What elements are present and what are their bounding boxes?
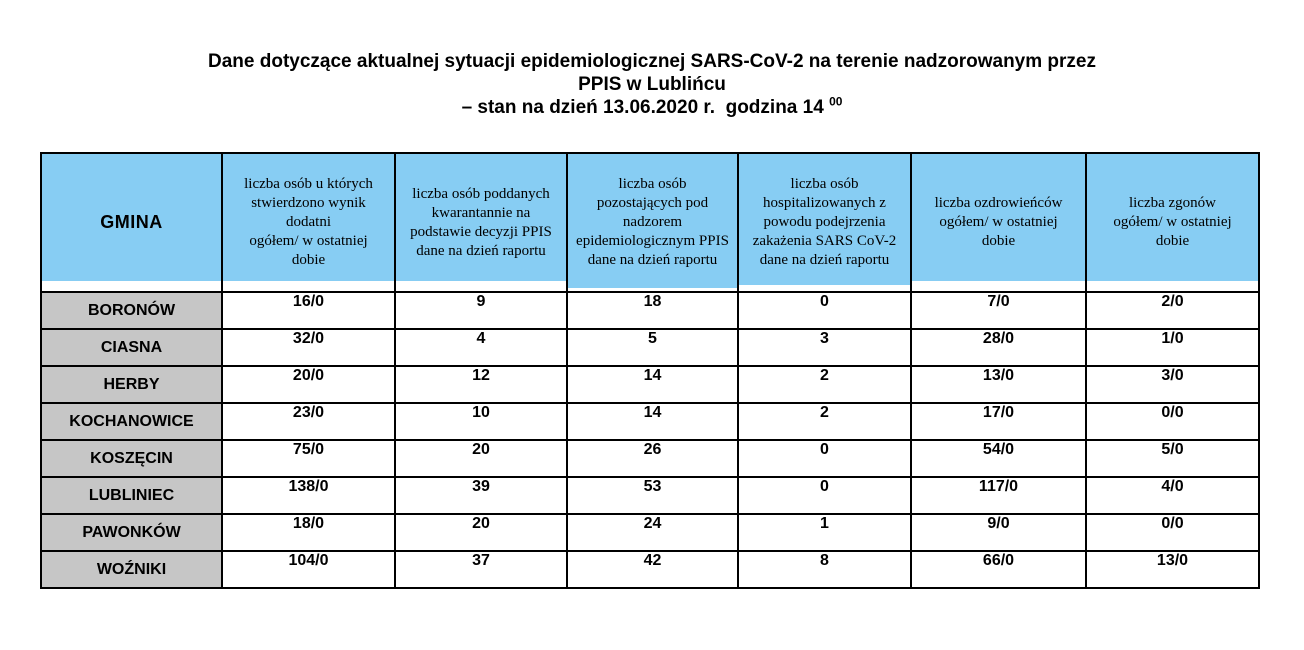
- cell-recovered: 17/0: [911, 403, 1086, 440]
- cell-quarantine: 20: [395, 514, 567, 551]
- cell-hospitalized: 2: [738, 366, 911, 403]
- cell-surveillance: 53: [567, 477, 738, 514]
- table-row-ciasna: [41, 329, 1259, 366]
- column-header-quarantine: liczba osób poddanych kwarantannie na podstawie decyzji PPIS dane na dzień raportu: [395, 153, 567, 292]
- table-row-pawonkow: [41, 514, 1259, 551]
- cell-positive: 23/0: [222, 403, 395, 440]
- cell-recovered: 28/0: [911, 329, 1086, 366]
- cell-hospitalized: 0: [738, 477, 911, 514]
- cell-recovered: 9/0: [911, 514, 1086, 551]
- cell-quarantine: 10: [395, 403, 567, 440]
- cell-recovered: 54/0: [911, 440, 1086, 477]
- cell-quarantine: 39: [395, 477, 567, 514]
- cell-positive: 138/0: [222, 477, 395, 514]
- row-label: KOSZĘCIN: [41, 440, 222, 477]
- cell-positive: 104/0: [222, 551, 395, 588]
- header-row: [41, 153, 1259, 292]
- table-row-kochanowice: [41, 403, 1259, 440]
- row-label: PAWONKÓW: [41, 514, 222, 551]
- cell-recovered: 66/0: [911, 551, 1086, 588]
- cell-hospitalized: 2: [738, 403, 911, 440]
- cell-recovered: 7/0: [911, 292, 1086, 329]
- cell-hospitalized: 0: [738, 292, 911, 329]
- row-label: KOCHANOWICE: [41, 403, 222, 440]
- cell-deaths: 1/0: [1086, 329, 1259, 366]
- cell-deaths: 13/0: [1086, 551, 1259, 588]
- cell-surveillance: 18: [567, 292, 738, 329]
- row-label: CIASNA: [41, 329, 222, 366]
- cell-quarantine: 9: [395, 292, 567, 329]
- table-row-boronow: [41, 292, 1259, 329]
- row-label: BORONÓW: [41, 292, 222, 329]
- title-date-text: – stan na dzień 13.06.2020 r. godzina 14: [461, 97, 830, 118]
- row-label: WOŹNIKI: [41, 551, 222, 588]
- cell-surveillance: 42: [567, 551, 738, 588]
- row-label: HERBY: [41, 366, 222, 403]
- cell-surveillance: 5: [567, 329, 738, 366]
- title-line-2: PPIS w Lublińcu: [578, 74, 726, 95]
- table-row-herby: [41, 366, 1259, 403]
- cell-positive: 32/0: [222, 329, 395, 366]
- title-line-3: [0, 96, 1304, 119]
- cell-hospitalized: 3: [738, 329, 911, 366]
- cell-deaths: 0/0: [1086, 403, 1259, 440]
- cell-surveillance: 14: [567, 366, 738, 403]
- cell-quarantine: 4: [395, 329, 567, 366]
- cell-deaths: 3/0: [1086, 366, 1259, 403]
- title-hour-superscript: 00: [829, 94, 843, 109]
- cell-positive: 20/0: [222, 366, 395, 403]
- page-title: [0, 50, 1304, 119]
- table-row-wozniki: [41, 551, 1259, 588]
- cell-surveillance: 14: [567, 403, 738, 440]
- column-header-gmina: GMINA: [41, 153, 222, 292]
- cell-recovered: 13/0: [911, 366, 1086, 403]
- column-header-positive-cases: liczba osób u których stwierdzono wynik dodatni ogółem/ w ostatniej dobie: [222, 153, 395, 292]
- column-header-surveillance: liczba osób pozostających pod nadzorem epidemiologicznym PPIS dane na dzień raportu: [567, 153, 738, 292]
- cell-deaths: 2/0: [1086, 292, 1259, 329]
- cell-positive: 16/0: [222, 292, 395, 329]
- cell-hospitalized: 8: [738, 551, 911, 588]
- cell-positive: 18/0: [222, 514, 395, 551]
- column-header-recovered: liczba ozdrowieńców ogółem/ w ostatniej dobie: [911, 153, 1086, 292]
- table-row-lubliniec: [41, 477, 1259, 514]
- column-header-hospitalized: liczba osób hospitalizowanych z powodu podejrzenia zakażenia SARS CoV-2 dane na dzień raportu: [738, 153, 911, 292]
- cell-quarantine: 37: [395, 551, 567, 588]
- cell-quarantine: 20: [395, 440, 567, 477]
- cell-hospitalized: 0: [738, 440, 911, 477]
- column-header-deaths: liczba zgonów ogółem/ w ostatniej dobie: [1086, 153, 1259, 292]
- cell-surveillance: 26: [567, 440, 738, 477]
- cell-deaths: 5/0: [1086, 440, 1259, 477]
- epidemic-data-table: [40, 152, 1260, 589]
- table-row-koszecin: [41, 440, 1259, 477]
- cell-surveillance: 24: [567, 514, 738, 551]
- title-line-1: Dane dotyczące aktualnej sytuacji epidemiologicznej SARS-CoV-2 na terenie nadzorowanym przez: [208, 51, 1096, 72]
- cell-recovered: 117/0: [911, 477, 1086, 514]
- cell-deaths: 4/0: [1086, 477, 1259, 514]
- cell-positive: 75/0: [222, 440, 395, 477]
- row-label: LUBLINIEC: [41, 477, 222, 514]
- cell-quarantine: 12: [395, 366, 567, 403]
- cell-hospitalized: 1: [738, 514, 911, 551]
- cell-deaths: 0/0: [1086, 514, 1259, 551]
